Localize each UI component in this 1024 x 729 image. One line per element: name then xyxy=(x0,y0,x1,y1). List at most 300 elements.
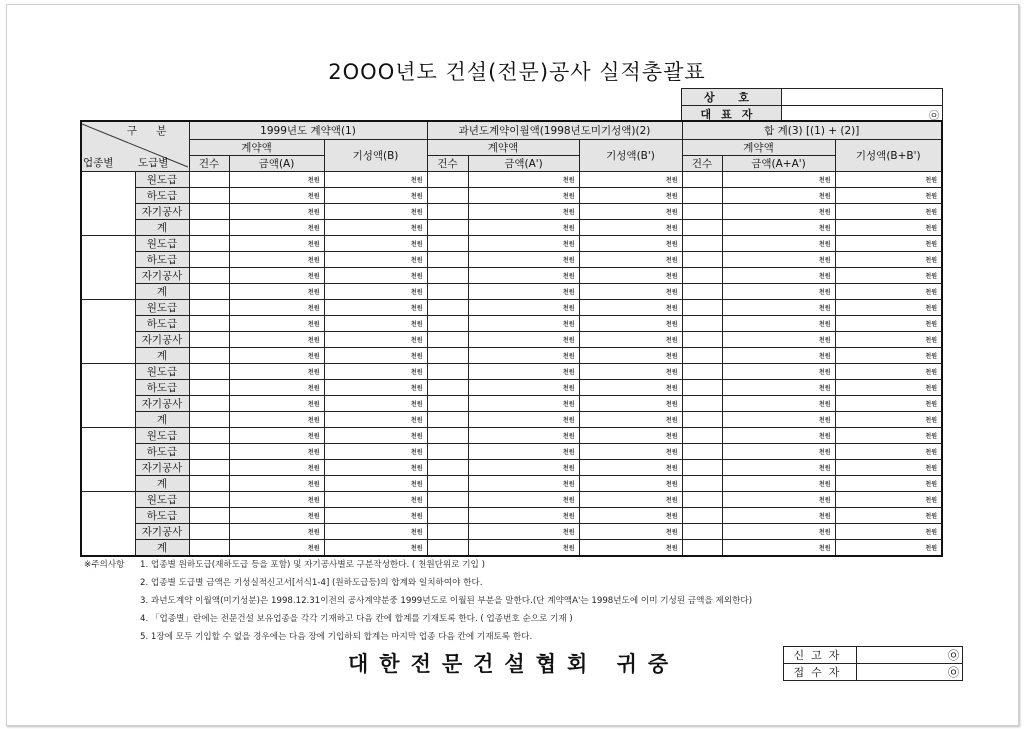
representative-label: 대표자 xyxy=(682,106,782,123)
unit-label: 천원 xyxy=(925,448,937,456)
unit-label: 천원 xyxy=(410,272,423,280)
count-cell[interactable] xyxy=(427,267,468,283)
unit-label: 천원 xyxy=(307,400,320,408)
amount-cell[interactable] xyxy=(722,219,835,235)
amount-cell[interactable] xyxy=(835,187,942,203)
amount-cell[interactable] xyxy=(229,267,324,283)
amount-cell[interactable] xyxy=(468,203,579,219)
amount-cell[interactable] xyxy=(579,539,682,556)
amount-cell[interactable] xyxy=(229,219,324,235)
amount-cell[interactable] xyxy=(468,251,579,267)
count-cell[interactable] xyxy=(189,395,229,411)
count-cell[interactable] xyxy=(189,459,229,475)
done-header-1: 기성액(B) xyxy=(324,139,427,171)
grade-label: 하도급 xyxy=(135,251,189,267)
amount-cell[interactable] xyxy=(722,475,835,491)
unit-label: 천원 xyxy=(665,528,678,536)
amount-cell[interactable] xyxy=(722,427,835,443)
amount-cell[interactable] xyxy=(722,411,835,427)
industry-cell[interactable] xyxy=(81,235,135,299)
count-cell[interactable] xyxy=(189,539,229,556)
count-cell[interactable] xyxy=(427,331,468,347)
unit-label: 천원 xyxy=(665,480,678,488)
amount-header-3: 금액(A+A') xyxy=(722,155,835,171)
table-row xyxy=(81,475,942,491)
unit-label: 천원 xyxy=(818,432,831,440)
amount-cell[interactable] xyxy=(468,187,579,203)
count-cell[interactable] xyxy=(427,459,468,475)
amount-cell[interactable] xyxy=(229,187,324,203)
count-cell[interactable] xyxy=(427,443,468,459)
amount-cell[interactable] xyxy=(324,507,427,523)
count-cell[interactable] xyxy=(682,347,722,363)
unit-label: 천원 xyxy=(925,400,937,408)
unit-label: 천원 xyxy=(307,464,320,472)
count-cell[interactable] xyxy=(682,251,722,267)
count-header-1: 건수 xyxy=(189,155,229,171)
amount-cell[interactable] xyxy=(835,283,942,299)
unit-label: 천원 xyxy=(410,352,423,360)
table-row xyxy=(81,379,942,395)
amount-cell[interactable] xyxy=(835,203,942,219)
amount-cell[interactable] xyxy=(324,219,427,235)
count-cell[interactable] xyxy=(682,443,722,459)
amount-cell[interactable] xyxy=(579,171,682,187)
unit-label: 천원 xyxy=(665,288,678,296)
amount-cell[interactable] xyxy=(579,459,682,475)
amount-cell[interactable] xyxy=(579,251,682,267)
count-cell[interactable] xyxy=(189,299,229,315)
amount-cell[interactable] xyxy=(579,187,682,203)
amount-cell[interactable] xyxy=(229,539,324,556)
count-cell[interactable] xyxy=(682,219,722,235)
count-cell[interactable] xyxy=(427,235,468,251)
amount-cell[interactable] xyxy=(722,507,835,523)
count-cell[interactable] xyxy=(682,203,722,219)
unit-label: 천원 xyxy=(562,304,575,312)
unit-label: 천원 xyxy=(562,416,575,424)
count-cell[interactable] xyxy=(427,187,468,203)
amount-cell[interactable] xyxy=(722,539,835,556)
amount-cell[interactable] xyxy=(579,427,682,443)
amount-cell[interactable] xyxy=(324,235,427,251)
amount-cell[interactable] xyxy=(468,171,579,187)
count-cell[interactable] xyxy=(189,331,229,347)
amount-cell[interactable] xyxy=(468,347,579,363)
industry-cell[interactable] xyxy=(81,491,135,556)
amount-cell[interactable] xyxy=(835,379,942,395)
amount-cell[interactable] xyxy=(835,507,942,523)
amount-cell[interactable] xyxy=(722,203,835,219)
count-cell[interactable] xyxy=(189,251,229,267)
unit-label: 천원 xyxy=(562,400,575,408)
amount-cell[interactable] xyxy=(468,235,579,251)
count-cell[interactable] xyxy=(189,363,229,379)
amount-cell[interactable] xyxy=(579,203,682,219)
amount-cell[interactable] xyxy=(722,491,835,507)
count-cell[interactable] xyxy=(682,523,722,539)
count-cell[interactable] xyxy=(682,411,722,427)
amount-cell[interactable] xyxy=(835,459,942,475)
amount-cell[interactable] xyxy=(468,395,579,411)
count-cell[interactable] xyxy=(427,427,468,443)
note-item: 2. 업종별 도급별 금액은 기성실적신고서[서식1-4] (원하도급등)의 합계와 일치하여야 한다. xyxy=(140,578,483,588)
amount-cell[interactable] xyxy=(835,491,942,507)
amount-cell[interactable] xyxy=(229,283,324,299)
count-cell[interactable] xyxy=(682,395,722,411)
amount-cell[interactable] xyxy=(229,251,324,267)
count-cell[interactable] xyxy=(189,491,229,507)
amount-cell[interactable] xyxy=(722,443,835,459)
amount-cell[interactable] xyxy=(579,443,682,459)
unit-label: 천원 xyxy=(818,208,831,216)
amount-cell[interactable] xyxy=(468,315,579,331)
amount-cell[interactable] xyxy=(835,251,942,267)
amount-cell[interactable] xyxy=(579,299,682,315)
amount-cell[interactable] xyxy=(835,315,942,331)
count-cell[interactable] xyxy=(427,315,468,331)
amount-cell[interactable] xyxy=(468,443,579,459)
count-cell[interactable] xyxy=(682,363,722,379)
amount-cell[interactable] xyxy=(324,363,427,379)
amount-cell[interactable] xyxy=(468,507,579,523)
count-cell[interactable] xyxy=(427,347,468,363)
amount-cell[interactable] xyxy=(579,379,682,395)
amount-cell[interactable] xyxy=(722,299,835,315)
unit-label: 천원 xyxy=(307,240,320,248)
amount-cell[interactable] xyxy=(229,235,324,251)
amount-cell[interactable] xyxy=(835,299,942,315)
unit-label: 천원 xyxy=(307,320,320,328)
count-cell[interactable] xyxy=(427,363,468,379)
amount-cell[interactable] xyxy=(835,443,942,459)
count-cell[interactable] xyxy=(682,475,722,491)
amount-cell[interactable] xyxy=(722,459,835,475)
amount-cell[interactable] xyxy=(468,475,579,491)
unit-label: 천원 xyxy=(818,384,831,392)
count-cell[interactable] xyxy=(427,539,468,556)
amount-cell[interactable] xyxy=(579,315,682,331)
receiver-field[interactable] xyxy=(857,664,963,681)
amount-cell[interactable] xyxy=(579,363,682,379)
amount-cell[interactable] xyxy=(324,427,427,443)
amount-cell[interactable] xyxy=(468,491,579,507)
amount-cell[interactable] xyxy=(835,331,942,347)
count-cell[interactable] xyxy=(682,331,722,347)
amount-cell[interactable] xyxy=(835,267,942,283)
company-field[interactable] xyxy=(782,89,943,106)
amount-cell[interactable] xyxy=(324,187,427,203)
unit-label: 천원 xyxy=(925,208,937,216)
amount-cell[interactable] xyxy=(324,251,427,267)
count-cell[interactable] xyxy=(189,187,229,203)
count-cell[interactable] xyxy=(189,427,229,443)
count-cell[interactable] xyxy=(427,523,468,539)
amount-cell[interactable] xyxy=(324,475,427,491)
unit-label: 천원 xyxy=(562,496,575,504)
amount-cell[interactable] xyxy=(324,347,427,363)
industry-cell[interactable] xyxy=(81,427,135,491)
unit-label: 천원 xyxy=(307,416,320,424)
amount-cell[interactable] xyxy=(835,235,942,251)
unit-label: 천원 xyxy=(410,384,423,392)
amount-cell[interactable] xyxy=(835,427,942,443)
industry-cell[interactable] xyxy=(81,299,135,363)
amount-cell[interactable] xyxy=(324,523,427,539)
amount-cell[interactable] xyxy=(468,539,579,556)
amount-cell[interactable] xyxy=(722,331,835,347)
industry-cell[interactable] xyxy=(81,363,135,427)
unit-label: 천원 xyxy=(410,464,423,472)
grade-label: 자기공사 xyxy=(135,203,189,219)
count-cell[interactable] xyxy=(189,267,229,283)
amount-cell[interactable] xyxy=(722,395,835,411)
amount-cell[interactable] xyxy=(579,523,682,539)
amount-cell[interactable] xyxy=(324,539,427,556)
grade-label: 계 xyxy=(135,411,189,427)
amount-cell[interactable] xyxy=(722,235,835,251)
amount-cell[interactable] xyxy=(722,523,835,539)
table-row xyxy=(81,315,942,331)
count-cell[interactable] xyxy=(189,171,229,187)
amount-cell[interactable] xyxy=(722,251,835,267)
grade-label: 원도급 xyxy=(135,427,189,443)
amount-cell[interactable] xyxy=(579,219,682,235)
amount-cell[interactable] xyxy=(229,507,324,523)
amount-cell[interactable] xyxy=(229,379,324,395)
industry-cell[interactable] xyxy=(81,171,135,235)
amount-cell[interactable] xyxy=(229,427,324,443)
grade-label: 원도급 xyxy=(135,491,189,507)
unit-label: 천원 xyxy=(307,528,320,536)
count-cell[interactable] xyxy=(682,171,722,187)
count-cell[interactable] xyxy=(682,267,722,283)
amount-cell[interactable] xyxy=(579,475,682,491)
amount-cell[interactable] xyxy=(722,347,835,363)
count-cell[interactable] xyxy=(682,235,722,251)
count-header-3: 건수 xyxy=(682,155,722,171)
count-cell[interactable] xyxy=(682,299,722,315)
amount-cell[interactable] xyxy=(468,523,579,539)
unit-label: 천원 xyxy=(562,240,575,248)
amount-cell[interactable] xyxy=(722,171,835,187)
table-row xyxy=(81,491,942,507)
amount-cell[interactable] xyxy=(468,267,579,283)
unit-label: 천원 xyxy=(410,448,423,456)
amount-cell[interactable] xyxy=(579,283,682,299)
count-cell[interactable] xyxy=(682,507,722,523)
count-cell[interactable] xyxy=(189,235,229,251)
amount-cell[interactable] xyxy=(835,523,942,539)
unit-label: 천원 xyxy=(925,192,937,200)
amount-cell[interactable] xyxy=(229,171,324,187)
unit-label: 천원 xyxy=(665,496,678,504)
amount-cell[interactable] xyxy=(468,411,579,427)
amount-cell[interactable] xyxy=(229,523,324,539)
amount-cell[interactable] xyxy=(579,411,682,427)
amount-cell[interactable] xyxy=(468,427,579,443)
amount-cell[interactable] xyxy=(468,379,579,395)
count-cell[interactable] xyxy=(427,411,468,427)
count-cell[interactable] xyxy=(189,315,229,331)
count-cell[interactable] xyxy=(427,395,468,411)
amount-cell[interactable] xyxy=(324,491,427,507)
count-cell[interactable] xyxy=(427,299,468,315)
count-cell[interactable] xyxy=(189,507,229,523)
amount-cell[interactable] xyxy=(324,443,427,459)
table-row xyxy=(81,235,942,251)
company-info-table xyxy=(681,88,943,123)
unit-label: 천원 xyxy=(410,544,423,552)
amount-cell[interactable] xyxy=(579,235,682,251)
unit-label: 천원 xyxy=(562,336,575,344)
amount-cell[interactable] xyxy=(835,475,942,491)
amount-cell[interactable] xyxy=(468,219,579,235)
amount-cell[interactable] xyxy=(324,267,427,283)
table-row xyxy=(81,427,942,443)
count-cell[interactable] xyxy=(189,411,229,427)
amount-cell[interactable] xyxy=(835,395,942,411)
amount-cell[interactable] xyxy=(229,299,324,315)
amount-cell[interactable] xyxy=(229,363,324,379)
grade-label: 하도급 xyxy=(135,315,189,331)
count-cell[interactable] xyxy=(189,443,229,459)
grade-label: 원도급 xyxy=(135,171,189,187)
amount-cell[interactable] xyxy=(324,299,427,315)
unit-label: 천원 xyxy=(307,432,320,440)
amount-cell[interactable] xyxy=(229,475,324,491)
signature-table xyxy=(783,646,963,681)
amount-cell[interactable] xyxy=(835,347,942,363)
count-cell[interactable] xyxy=(682,315,722,331)
unit-label: 천원 xyxy=(925,544,937,552)
count-cell[interactable] xyxy=(682,283,722,299)
amount-cell[interactable] xyxy=(229,395,324,411)
unit-label: 천원 xyxy=(818,176,831,184)
unit-label: 천원 xyxy=(410,224,423,232)
count-cell[interactable] xyxy=(682,539,722,556)
amount-cell[interactable] xyxy=(835,219,942,235)
unit-label: 천원 xyxy=(410,496,423,504)
table-row xyxy=(81,299,942,315)
count-cell[interactable] xyxy=(682,379,722,395)
reporter-field[interactable] xyxy=(857,647,963,664)
table-row xyxy=(81,171,942,187)
count-cell[interactable] xyxy=(189,523,229,539)
amount-cell[interactable] xyxy=(229,459,324,475)
amount-cell[interactable] xyxy=(468,283,579,299)
count-cell[interactable] xyxy=(427,219,468,235)
amount-cell[interactable] xyxy=(722,363,835,379)
amount-cell[interactable] xyxy=(324,459,427,475)
amount-cell[interactable] xyxy=(722,267,835,283)
amount-cell[interactable] xyxy=(722,187,835,203)
amount-cell[interactable] xyxy=(468,299,579,315)
count-cell[interactable] xyxy=(427,283,468,299)
count-cell[interactable] xyxy=(189,347,229,363)
amount-cell[interactable] xyxy=(579,491,682,507)
unit-label: 천원 xyxy=(410,480,423,488)
footer-addressee: 대한전문건설협회 귀중 xyxy=(348,652,680,676)
amount-cell[interactable] xyxy=(229,331,324,347)
count-cell[interactable] xyxy=(427,491,468,507)
table-row xyxy=(81,539,942,556)
amount-cell[interactable] xyxy=(468,331,579,347)
count-cell[interactable] xyxy=(189,203,229,219)
count-cell[interactable] xyxy=(682,427,722,443)
amount-cell[interactable] xyxy=(579,507,682,523)
amount-cell[interactable] xyxy=(579,331,682,347)
count-cell[interactable] xyxy=(682,491,722,507)
grade-label: 원도급 xyxy=(135,299,189,315)
amount-cell[interactable] xyxy=(229,347,324,363)
amount-cell[interactable] xyxy=(835,411,942,427)
table-row xyxy=(81,507,942,523)
amount-cell[interactable] xyxy=(324,283,427,299)
amount-cell[interactable] xyxy=(324,411,427,427)
amount-cell[interactable] xyxy=(324,203,427,219)
amount-cell[interactable] xyxy=(324,395,427,411)
amount-cell[interactable] xyxy=(468,459,579,475)
table-row xyxy=(81,283,942,299)
table-row xyxy=(81,395,942,411)
note-item: 5. 1장에 모두 기입할 수 없을 경우에는 다음 장에 기입하되 합계는 마지막 업종 다음 칸에 기재토록 한다. xyxy=(140,632,533,642)
done-header-3: 기성액(B+B') xyxy=(835,139,942,171)
amount-cell[interactable] xyxy=(835,539,942,556)
note-item: 3. 과년도계약 이월액(미기성분)은 1998.12.31이전의 공사계약분중 1999년도로 이월된 부분을 말한다.(단 계약액A'는 1998년도에 이미 기성된 금액을 제외한다) xyxy=(140,596,753,606)
count-cell[interactable] xyxy=(189,283,229,299)
amount-cell[interactable] xyxy=(835,363,942,379)
amount-cell[interactable] xyxy=(579,395,682,411)
amount-cell[interactable] xyxy=(229,315,324,331)
amount-cell[interactable] xyxy=(229,443,324,459)
amount-cell[interactable] xyxy=(229,491,324,507)
amount-cell[interactable] xyxy=(229,203,324,219)
count-cell[interactable] xyxy=(682,187,722,203)
unit-label: 천원 xyxy=(925,352,937,360)
unit-label: 천원 xyxy=(562,288,575,296)
unit-label: 천원 xyxy=(562,544,575,552)
count-cell[interactable] xyxy=(427,475,468,491)
table-row xyxy=(81,251,942,267)
count-cell[interactable] xyxy=(427,379,468,395)
amount-cell[interactable] xyxy=(324,331,427,347)
amount-cell[interactable] xyxy=(835,171,942,187)
amount-cell[interactable] xyxy=(579,267,682,283)
unit-label: 천원 xyxy=(562,448,575,456)
count-cell[interactable] xyxy=(427,203,468,219)
amount-cell[interactable] xyxy=(324,171,427,187)
amount-cell[interactable] xyxy=(579,347,682,363)
amount-cell[interactable] xyxy=(229,411,324,427)
amount-cell[interactable] xyxy=(324,379,427,395)
amount-cell[interactable] xyxy=(722,379,835,395)
count-cell[interactable] xyxy=(189,379,229,395)
amount-cell[interactable] xyxy=(722,315,835,331)
count-cell[interactable] xyxy=(189,475,229,491)
count-cell[interactable] xyxy=(427,507,468,523)
count-cell[interactable] xyxy=(189,219,229,235)
count-cell[interactable] xyxy=(427,251,468,267)
amount-cell[interactable] xyxy=(722,283,835,299)
amount-cell[interactable] xyxy=(324,315,427,331)
count-cell[interactable] xyxy=(427,171,468,187)
count-cell[interactable] xyxy=(682,459,722,475)
group3-header: 합 계(3) [(1) + (2)] xyxy=(682,121,942,139)
grade-label: 하도급 xyxy=(135,379,189,395)
unit-label: 천원 xyxy=(410,512,423,520)
amount-cell[interactable] xyxy=(468,363,579,379)
